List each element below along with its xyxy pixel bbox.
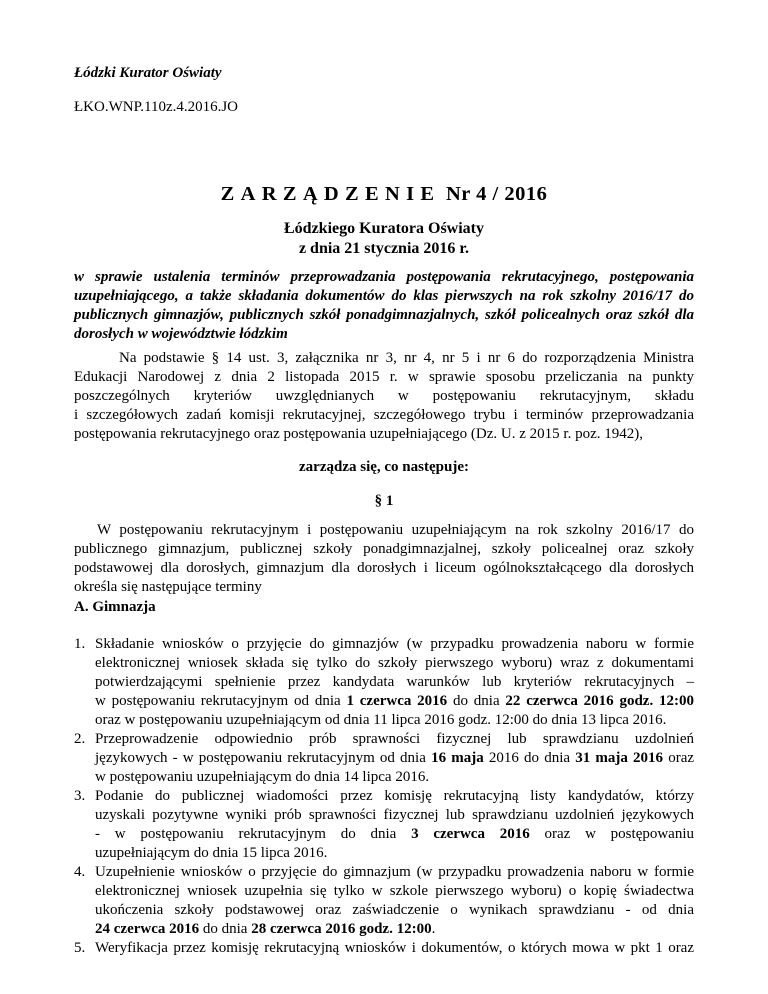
preamble-line: poszczególnych kryteriów uwzględnianych w postępowaniu rekrutacyjnym, składu — [74, 388, 694, 404]
preamble-line: i szczegółowych zadań komisji rekrutacyjnej, szczegółowego trybu i terminów przeprowadzania — [74, 407, 694, 423]
text-run: oraz w postępowaniu — [529, 826, 695, 842]
list-item — [74, 939, 694, 958]
list-item — [74, 730, 695, 787]
title-word: ZARZĄDZENIE — [220, 183, 441, 205]
text-run: - w postępowaniu rekrutacyjnym do dnia — [95, 826, 412, 842]
preamble-line: postępowania rekrutacyjnego oraz postępowania uzupełniającego (Dz. U. z 2015 r. poz. 1942), — [74, 426, 643, 442]
section-line: podstawowej dla dorosłych, gimnazjum dla dorosłych i liceum ogólnokształcącego dla dorosłych — [74, 560, 694, 576]
date-start: 24 czerwca 2016 — [95, 921, 200, 937]
text-run: 2016 do dnia — [483, 750, 576, 766]
text-run: do dnia — [447, 693, 506, 709]
item-line — [95, 825, 694, 844]
item-number: 1. — [74, 636, 86, 652]
subject-line: w sprawie ustalenia terminów przeprowadzania postępowania rekrutacyjnego, postępowania — [74, 269, 694, 285]
item-line: Weryfikacja przez komisję rekrutacyjną wniosków i dokumentów, o których mowa w pkt 1 oraz — [95, 940, 694, 956]
item-number: 4. — [74, 864, 86, 880]
item-line: Przeprowadzenie odpowiednio prób sprawności fizycznej lub sprawdzianu uzdolnień — [95, 731, 694, 747]
item-line — [95, 920, 694, 939]
item-line: Składanie wniosków o przyjęcie do gimnazjów (w przypadku prowadzenia naboru w formie — [95, 636, 694, 652]
section-heading: § 1 — [374, 493, 394, 509]
preamble-line: Na podstawie § 14 ust. 3, załącznika nr 3, nr 4, nr 5 i nr 6 do rozporządzenia Ministra — [119, 350, 694, 366]
preamble-paragraph — [74, 349, 694, 444]
item-line — [95, 749, 694, 768]
item-line: uzyskali pozytywne wyniki prób sprawności fizycznej lub sprawdzianu uzdolnień językowych — [95, 807, 694, 823]
item-number: 5. — [74, 940, 86, 956]
item-line: oraz w postępowaniu uzupełniającym od dnia 11 lipca 2016 godz. 12:00 do dnia 13 lipca 2016. — [95, 712, 667, 728]
item-line: Uzupełnienie wniosków o przyjęcie do gimnazjum (w przypadku prowadzenia naboru w formie — [95, 864, 694, 880]
reference-number: ŁKO.WNP.110z.4.2016.JO — [74, 99, 239, 115]
document-title — [74, 185, 694, 204]
item-number: 2. — [74, 731, 86, 747]
section-line: publicznego gimnazjum, publicznej szkoły ponadgimnazjalnej, szkoły policealnej oraz szkoły — [74, 541, 694, 557]
item-line: w postępowaniu uzupełniającym do dnia 14 lipca 2016. — [95, 769, 430, 785]
list-item — [74, 787, 695, 863]
text-run: do dnia — [199, 921, 252, 937]
terms-list — [74, 635, 695, 958]
subject-line: publicznych gimnazjów, publicznych szkół ponadgimnazjalnych, szkół policealnych oraz szkół dla — [74, 307, 694, 323]
item-line: potwierdzającymi spełnienie przez kandydata warunków lub kryteriów rekrutacyjnych – — [95, 674, 694, 690]
text-run: . — [431, 921, 436, 937]
decree-clause: zarządza się, co następuje: — [299, 459, 469, 475]
section-paragraph — [74, 521, 694, 597]
text-run: językowych - w postępowaniu rekrutacyjnym od dnia — [95, 750, 432, 766]
date-start: 16 maja — [431, 750, 484, 766]
title-number: Nr 4 / 2016 — [445, 183, 548, 205]
date-end: 3 czerwca 2016 — [411, 826, 530, 842]
date-end: 31 maja 2016 — [575, 750, 664, 766]
item-line: Podanie do publicznej wiadomości przez komisję rekrutacyjną listy kandydatów, którzy — [95, 788, 694, 804]
subject-paragraph — [74, 268, 694, 344]
date-end: 22 czerwca 2016 godz. 12:00 — [505, 693, 694, 709]
item-number: 3. — [74, 788, 86, 804]
text-run: oraz — [663, 750, 695, 766]
item-line: ukończenia szkoły podstawowej oraz zaświadczenie o wynikach sprawdzianu - od dnia — [95, 902, 694, 918]
subject-line: dorosłych w województwie łódzkim — [74, 326, 288, 342]
item-line: elektronicznej wniosek uzupełnia się tylko w szkole pierwszego wyboru) o kopię świadectwa — [95, 883, 694, 899]
text-run: w postępowaniu rekrutacyjnym od dnia — [95, 693, 347, 709]
section-line: określa się następujące terminy — [74, 579, 262, 595]
authority-name: Łódzki Kurator Oświaty — [74, 65, 222, 81]
part-heading: A. Gimnazja — [74, 599, 156, 615]
list-item — [74, 863, 694, 939]
preamble-line: Edukacji Narodowej z dnia 2 listopada 2015 r. w sprawie sposobu przeliczania na punkty — [74, 369, 694, 385]
document-date: z dnia 21 stycznia 2016 r. — [298, 240, 470, 257]
issuer-name: Łódzkiego Kuratora Oświaty — [284, 220, 484, 237]
item-line: uzupełniającym do dnia 15 lipca 2016. — [95, 845, 328, 861]
list-item — [74, 635, 694, 730]
item-line: elektronicznej wniosek składa się tylko do szkoły pierwszego wyboru) wraz z dokumentami — [95, 655, 694, 671]
item-line — [95, 692, 694, 711]
date-start: 1 czerwca 2016 — [346, 693, 448, 709]
subject-line: uzupełniającego, a także składania dokumentów do klas pierwszych na rok szkolny 2016/17 do — [74, 288, 694, 304]
date-end: 28 czerwca 2016 godz. 12:00 — [251, 921, 432, 937]
section-line: W postępowaniu rekrutacyjnym i postępowaniu uzupełniającym na rok szkolny 2016/17 do — [97, 522, 694, 538]
